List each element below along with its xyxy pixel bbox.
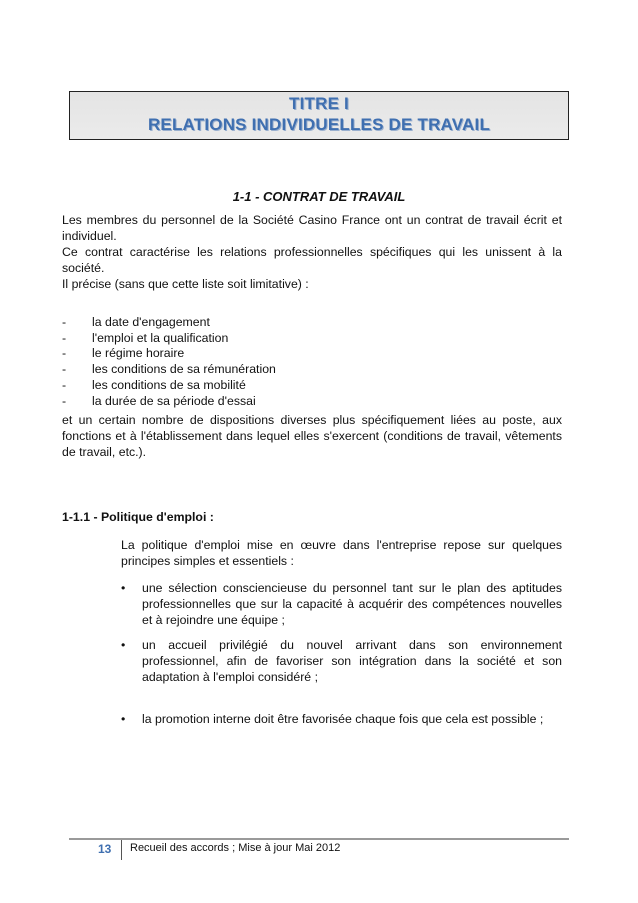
list-item [62,362,276,378]
dash-list [62,315,276,409]
bullet-text: la promotion interne doit être favorisée chaque fois que cela est possible ; [142,712,544,726]
page-number: 13 [98,842,112,856]
bullet-item [121,637,562,685]
bullet-marker: • [121,581,126,595]
list-item [62,331,276,347]
bullet-marker: • [121,712,126,726]
dash-marker: - [62,362,67,377]
section-heading: 1-1 - CONTRAT DE TRAVAIL [232,189,406,204]
list-item-text: le régime horaire [92,346,185,361]
footer-text: Recueil des accords ; Mise à jour Mai 2012 [130,842,341,854]
list-item [62,346,276,362]
after-list-paragraph: et un certain nombre de dispositions diverses plus spécifiquement liées au poste, aux fonctions et à l'établissement dans lequel elles s'exercent (conditions de travail, vêtements de travail, etc.). [62,413,562,459]
subsection-heading: 1-1.1 - Politique d'emploi : [62,510,214,524]
list-item-text: les conditions de sa mobilité [92,377,246,392]
intro-line: Les membres du personnel de la Société Casino France ont un contrat de travail écrit et individuel. [62,213,562,243]
list-item-text: la durée de sa période d'essai [92,393,256,408]
title-line-1: TITRE I [289,94,349,113]
dash-marker: - [62,346,67,361]
title-box [69,91,569,140]
list-item [62,315,276,331]
footer-separator [121,840,122,860]
dash-marker: - [62,377,67,392]
list-item [62,378,276,394]
intro-line: Il précise (sans que cette liste soit limitative) : [62,277,309,291]
list-item-text: l'emploi et la qualification [92,330,229,345]
list-item-text: les conditions de sa rémunération [92,362,276,377]
list-item [62,394,276,410]
bullet-marker: • [121,638,126,652]
dash-marker: - [62,315,67,329]
bullet-item [121,711,562,727]
dash-marker: - [62,330,67,345]
bullet-text: une sélection consciencieuse du personnel tant sur le plan des aptitudes professionnelles que sur la capacité à acquérir des compétences nouvelles et à rejoindre une équipe ; [142,581,562,627]
bullet-text: un accueil privilégié du nouvel arrivant dans son environnement professionnel, afin de favoriser son intégration dans la société et son adaptation à l'emploi considéré ; [142,638,562,684]
intro-paragraph [62,212,562,292]
dash-marker: - [62,393,67,408]
bullet-item [121,580,562,628]
list-item-text: la date d'engagement [92,315,210,329]
intro-line: Ce contrat caractérise les relations professionnelles spécifiques qui les unissent à la société. [62,245,562,275]
footer-divider [69,838,569,840]
subsection-intro: La politique d'emploi mise en œuvre dans l'entreprise repose sur quelques principes simples et essentiels : [121,538,562,568]
title-line-2: RELATIONS INDIVIDUELLES DE TRAVAIL [147,115,491,134]
